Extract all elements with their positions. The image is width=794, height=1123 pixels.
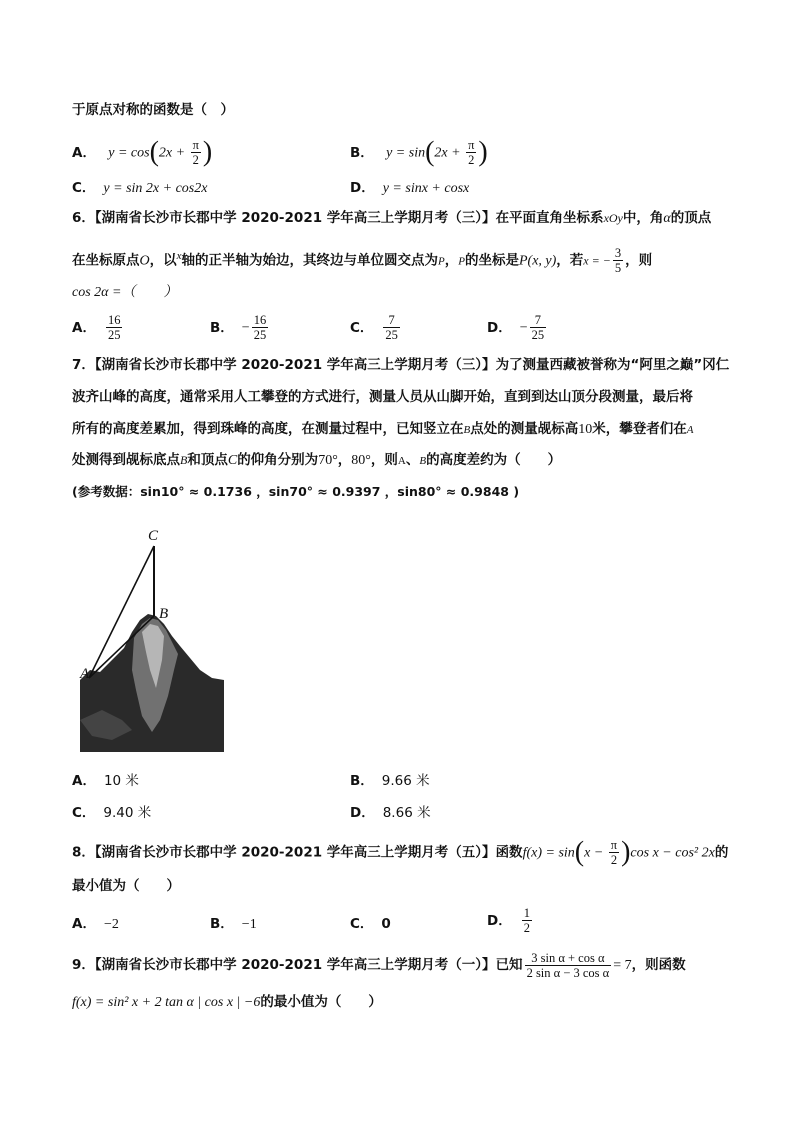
q6-line-2: 在坐标原点O，以$^x$轴的正半轴为始边，其终边与单位圆交点为P，P的坐标是P(x, y)，若x = − $\frac{3}{5}$ ，则 <box>72 246 653 275</box>
label-c: C <box>148 528 159 544</box>
q8-option-a[interactable]: A． −2 <box>72 916 119 932</box>
q5-option-d[interactable]: D． y = sinx + cosx <box>350 180 470 196</box>
mountain-diagram <box>72 520 232 752</box>
q5-option-a[interactable]: A． y = cos(2x + $\frac{\pi}{2}$ ) <box>72 136 213 168</box>
label-a: A <box>80 666 90 682</box>
q8-line-1: 8．【湖南省长沙市长郡中学 2020-2021 学年高三上学期月考（五）】函数f(x) = sin(x − $\frac{\pi}{2}$ )cos x − cos² 2x的 <box>72 836 729 868</box>
q7-option-c[interactable]: C． 9.40 米 <box>72 805 152 821</box>
q7-option-a[interactable]: A． 10 米 <box>72 773 139 789</box>
q9-line-2: f(x) = sin² x + 2 tan α | cos x | −6的最小值为（ ） <box>72 994 382 1010</box>
q6-option-a[interactable]: A． $\frac{16}{25}$ <box>72 313 121 342</box>
q6-option-d[interactable]: D． − $\frac{7}{25}$ <box>487 313 545 342</box>
q7-option-b[interactable]: B． 9.66 米 <box>350 773 430 789</box>
q7-line-2: 波齐山峰的高度，通常采用人工攀登的方式进行，测量人员从山脚开始，直到到达山顶分段测量，最后将 <box>72 389 693 405</box>
q9-line-1: 9．【湖南省长沙市长郡中学 2020-2021 学年高三上学期月考（一）】已知 $\frac{\text{3 sin α + cos α}}{\text{2 sin α − 3 cos α}}$ = 7，则函数 <box>72 950 686 980</box>
q5-option-b[interactable]: B． y = sin(2x + $\frac{\pi}{2}$ ) <box>350 136 488 168</box>
q7-option-d[interactable]: D． 8.66 米 <box>350 805 431 821</box>
q7-line-4: 处测得到觇标底点B和顶点C的仰角分别为70°，80°，则A、B的高度差约为（ ） <box>72 452 562 468</box>
q8-option-b[interactable]: B． −1 <box>210 916 257 932</box>
q8-line-2: 最小值为（ ） <box>72 878 180 894</box>
q7-reference-data: (参考数据：sin10° ≈ 0.1736 ，sin70° ≈ 0.9397 ，sin80° ≈ 0.9848 ) <box>72 484 520 499</box>
q7-line-3: 所有的高度差累加，得到珠峰的高度，在测量过程中，已知竖立在B点处的测量觇标高10米，攀登者们在A <box>72 421 694 437</box>
q6-line-3: cos 2α =（ ） <box>72 285 178 300</box>
label-b: B <box>159 606 169 622</box>
q5-stem-tail: 于原点对称的函数是（ ） <box>72 102 234 118</box>
q8-option-d[interactable]: D． $\frac{1}{2}$ <box>487 906 530 935</box>
q7-line-1: 7．【湖南省长沙市长郡中学 2020-2021 学年高三上学期月考（三）】为了测量西藏被誉称为“阿里之巅”冈仁 <box>72 357 730 373</box>
q6-option-c[interactable]: C． $\frac{7}{25}$ <box>350 313 398 342</box>
q5-option-c[interactable]: C． y = sin 2x + cos2x <box>72 180 208 196</box>
q6-line-1: 6．【湖南省长沙市长郡中学 2020-2021 学年高三上学期月考（三）】在平面直角坐标系xOy中，角α的顶点 <box>72 210 712 226</box>
q8-option-c[interactable]: C． 0 <box>350 916 391 932</box>
q6-option-b[interactable]: B． − $\frac{16}{25}$ <box>210 313 267 342</box>
mountain-figure <box>72 520 232 752</box>
